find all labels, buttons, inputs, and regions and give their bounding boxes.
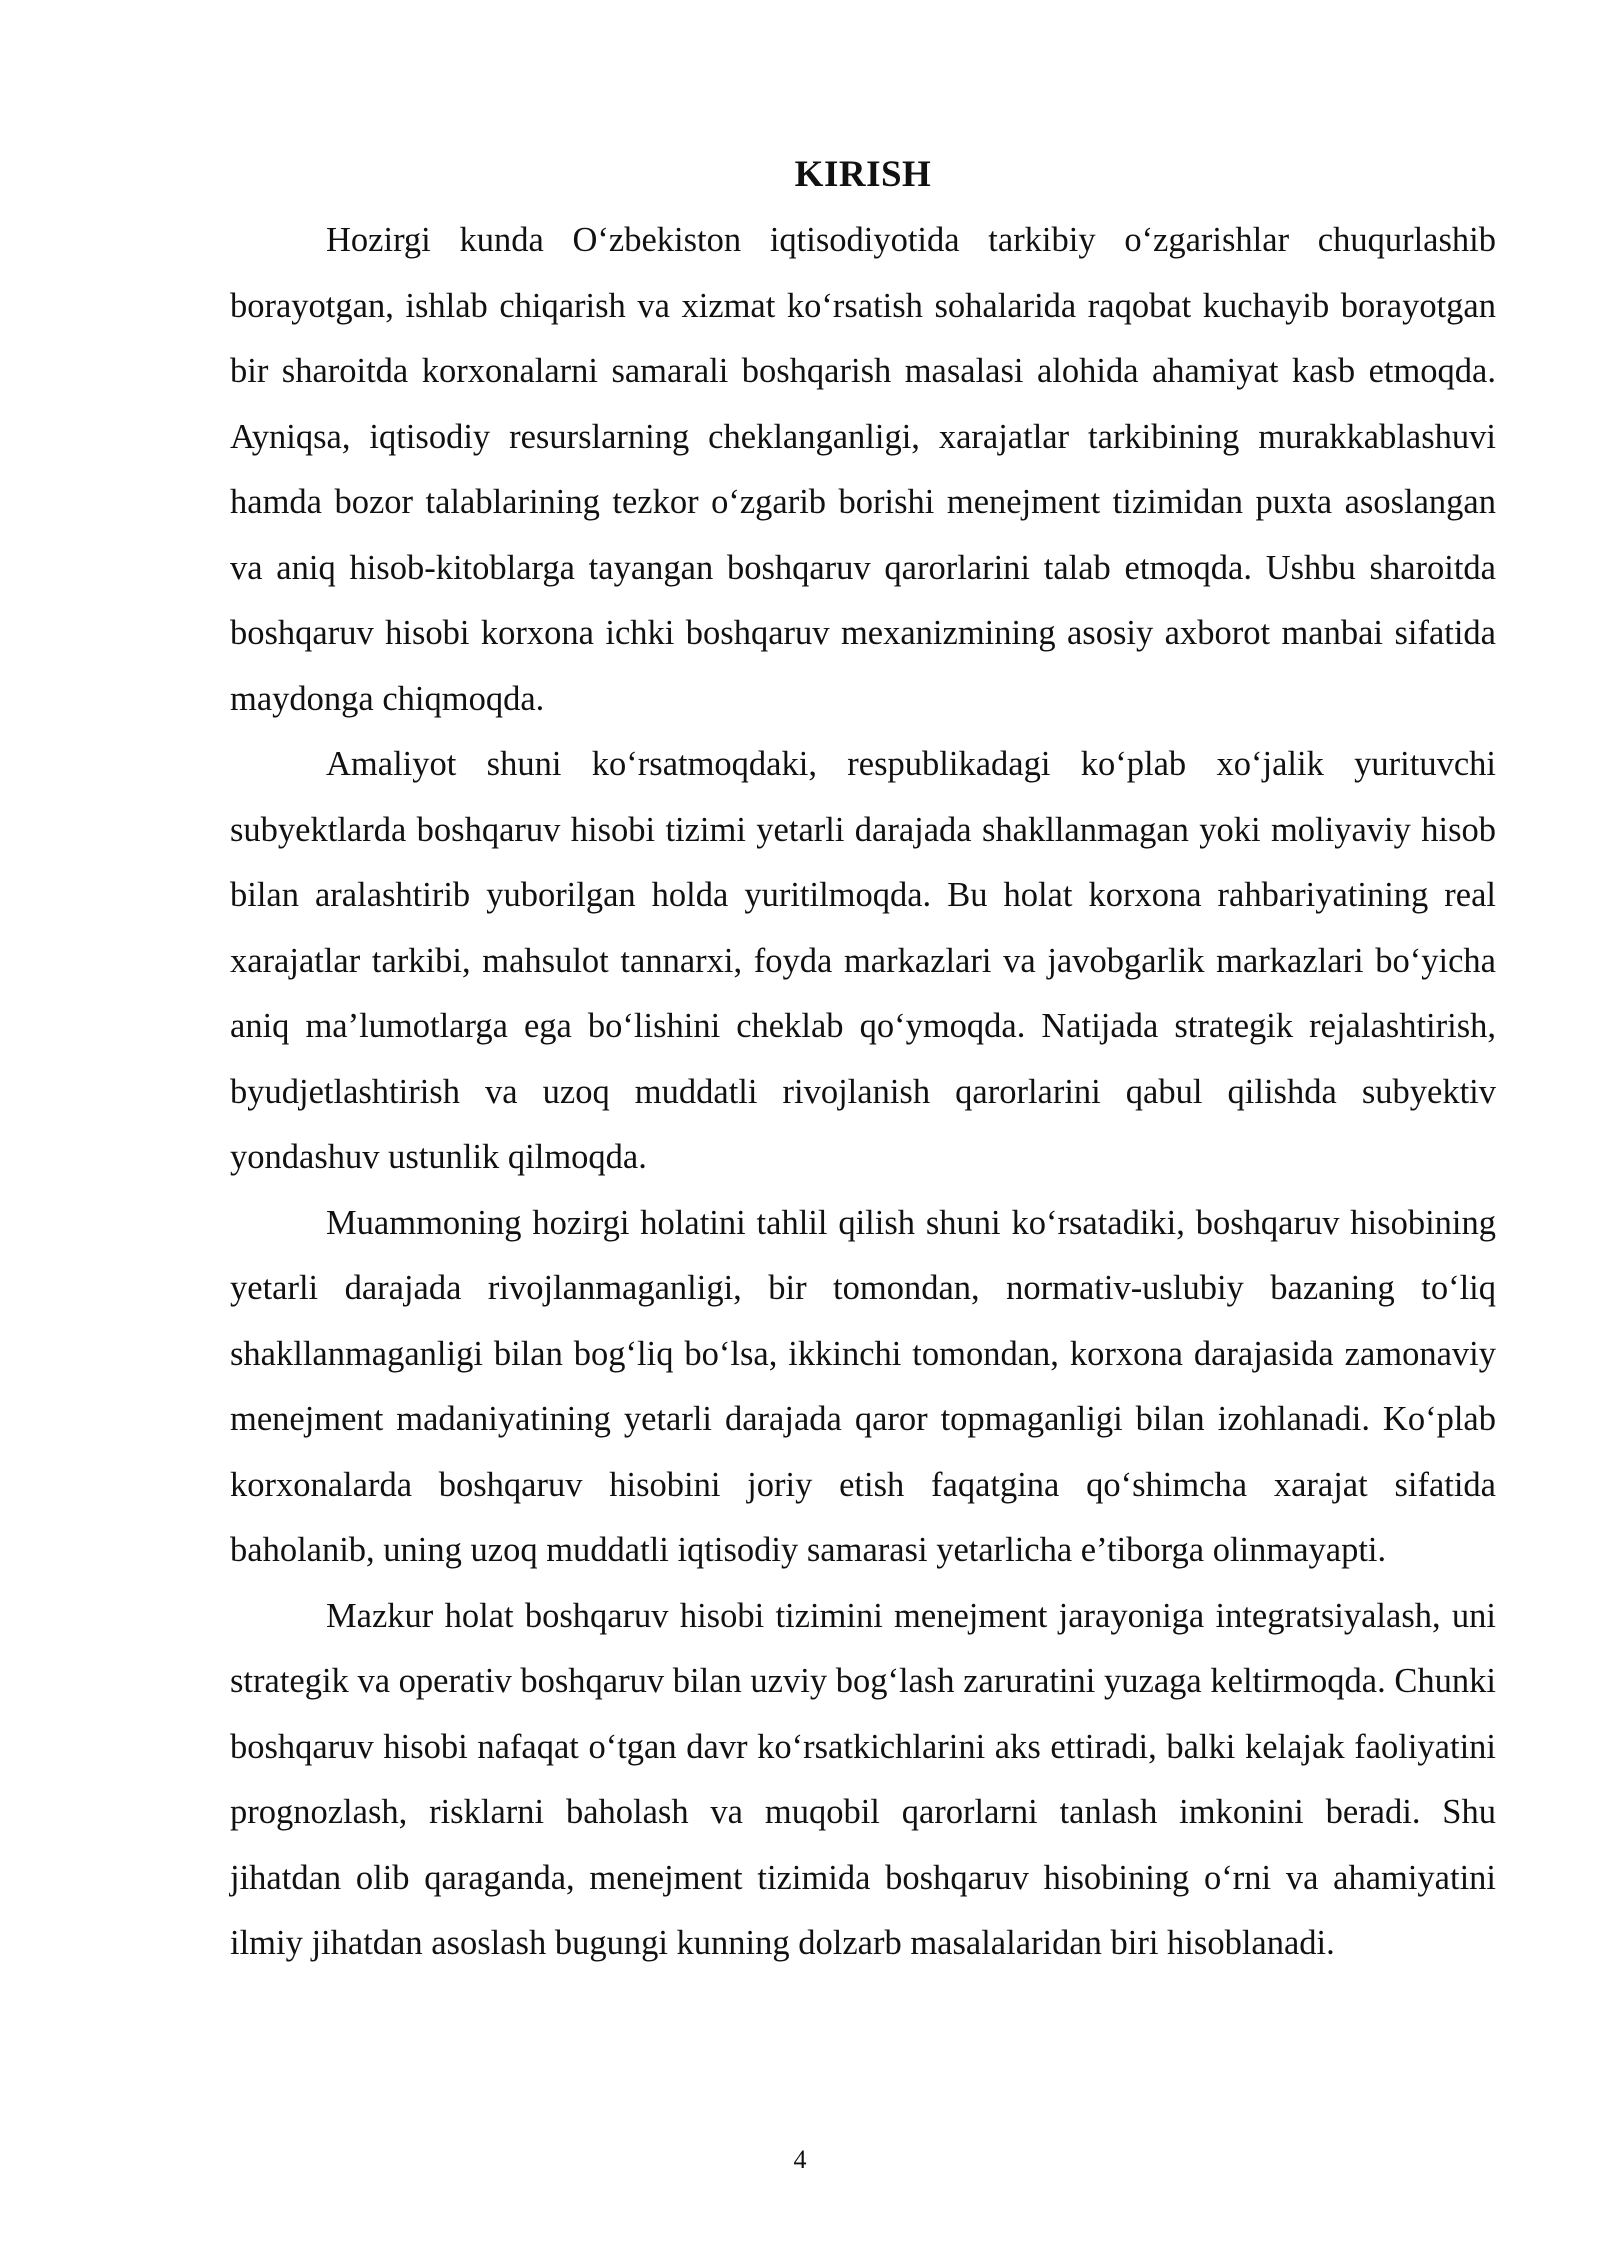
paragraph-4: Mazkur holat boshqaruv hisobi tizimini menejment jarayoniga integratsiyalash, uni strategik va operativ boshqaruv bilan uzviy bog‘lash zaruratini yuzaga keltirmoqda. Chunki boshqaruv hisobi nafaqat o‘tgan davr ko‘rsatkichlarini aks ettiradi, balki kelajak faoliyatini prognozlash, risklarni baholash va muqobil qarorlarni tanlash imkonini beradi. Shu jihatdan olib qaraganda, menejment tizimida boshqaruv hisobining o‘rni va ahamiyatini ilmiy jihatdan asoslash bugungi kunning dolzarb masalalaridan biri hisoblanadi.: [230, 1596, 1496, 1962]
paragraph-2: Amaliyot shuni ko‘rsatmoqdaki, respublikadagi ko‘plab xo‘jalik yurituvchi subyektlarda boshqaruv hisobi tizimi yetarli darajada shakllanmagan yoki moliyaviy hisob bilan aralashtirib yuborilgan holda yuritilmoqda. Bu holat korxona rahbariyatining real xarajatlar tarkibi, mahsulot tannarxi, foyda markazlari va javobgarlik markazlari bo‘yicha aniq ma’lumotlarga ega bo‘lishini cheklab qo‘ymoqda. Natijada strategik rejalashtirish, byudjetlashtirish va uzoq muddatli rivojlanish qarorlarini qabul qilishda subyektiv yondashuv ustunlik qilmoqda.: [230, 745, 1496, 1176]
section-title: KIRISH: [794, 154, 932, 195]
paragraph-1: Hozirgi kunda O‘zbekiston iqtisodiyotida tarkibiy o‘zgarishlar chuqurlashib borayotgan, ishlab chiqarish va xizmat ko‘rsatish sohalarida raqobat kuchayib borayotgan bir sharoitda korxonalarni samarali boshqarish masalasi alohida ahamiyat kasb etmoqda. Ayniqsa, iqtisodiy resurslarning cheklanganligi, xarajatlar tarkibining murakkablashuvi hamda bozor talablarining tezkor o‘zgarib borishi menejment tizimidan puxta asoslangan va aniq hisob-kitoblarga tayangan boshqaruv qarorlarini talab etmoqda. Ushbu sharoitda boshqaruv hisobi korxona ichki boshqaruv mexanizmining asosiy axborot manbai sifatida maydonga chiqmoqda.: [230, 221, 1496, 718]
page-content: [230, 148, 1496, 1977]
paragraph-3: Muammoning hozirgi holatini tahlil qilish shuni ko‘rsatadiki, boshqaruv hisobining yetarli darajada rivojlanmaganligi, bir tomondan, normativ-uslubiy bazaning to‘liq shakllanmaganligi bilan bog‘liq bo‘lsa, ikkinchi tomondan, korxona darajasida zamonaviy menejment madaniyatining yetarli darajada qaror topmaganligi bilan izohlanadi. Ko‘plab korxonalarda boshqaruv hisobini joriy etish faqatgina qo‘shimcha xarajat sifatida baholanib, uning uzoq muddatli iqtisodiy samarasi yetarlicha e’tiborga olinmayapti.: [230, 1203, 1496, 1569]
page-number: 4: [793, 2145, 807, 2174]
